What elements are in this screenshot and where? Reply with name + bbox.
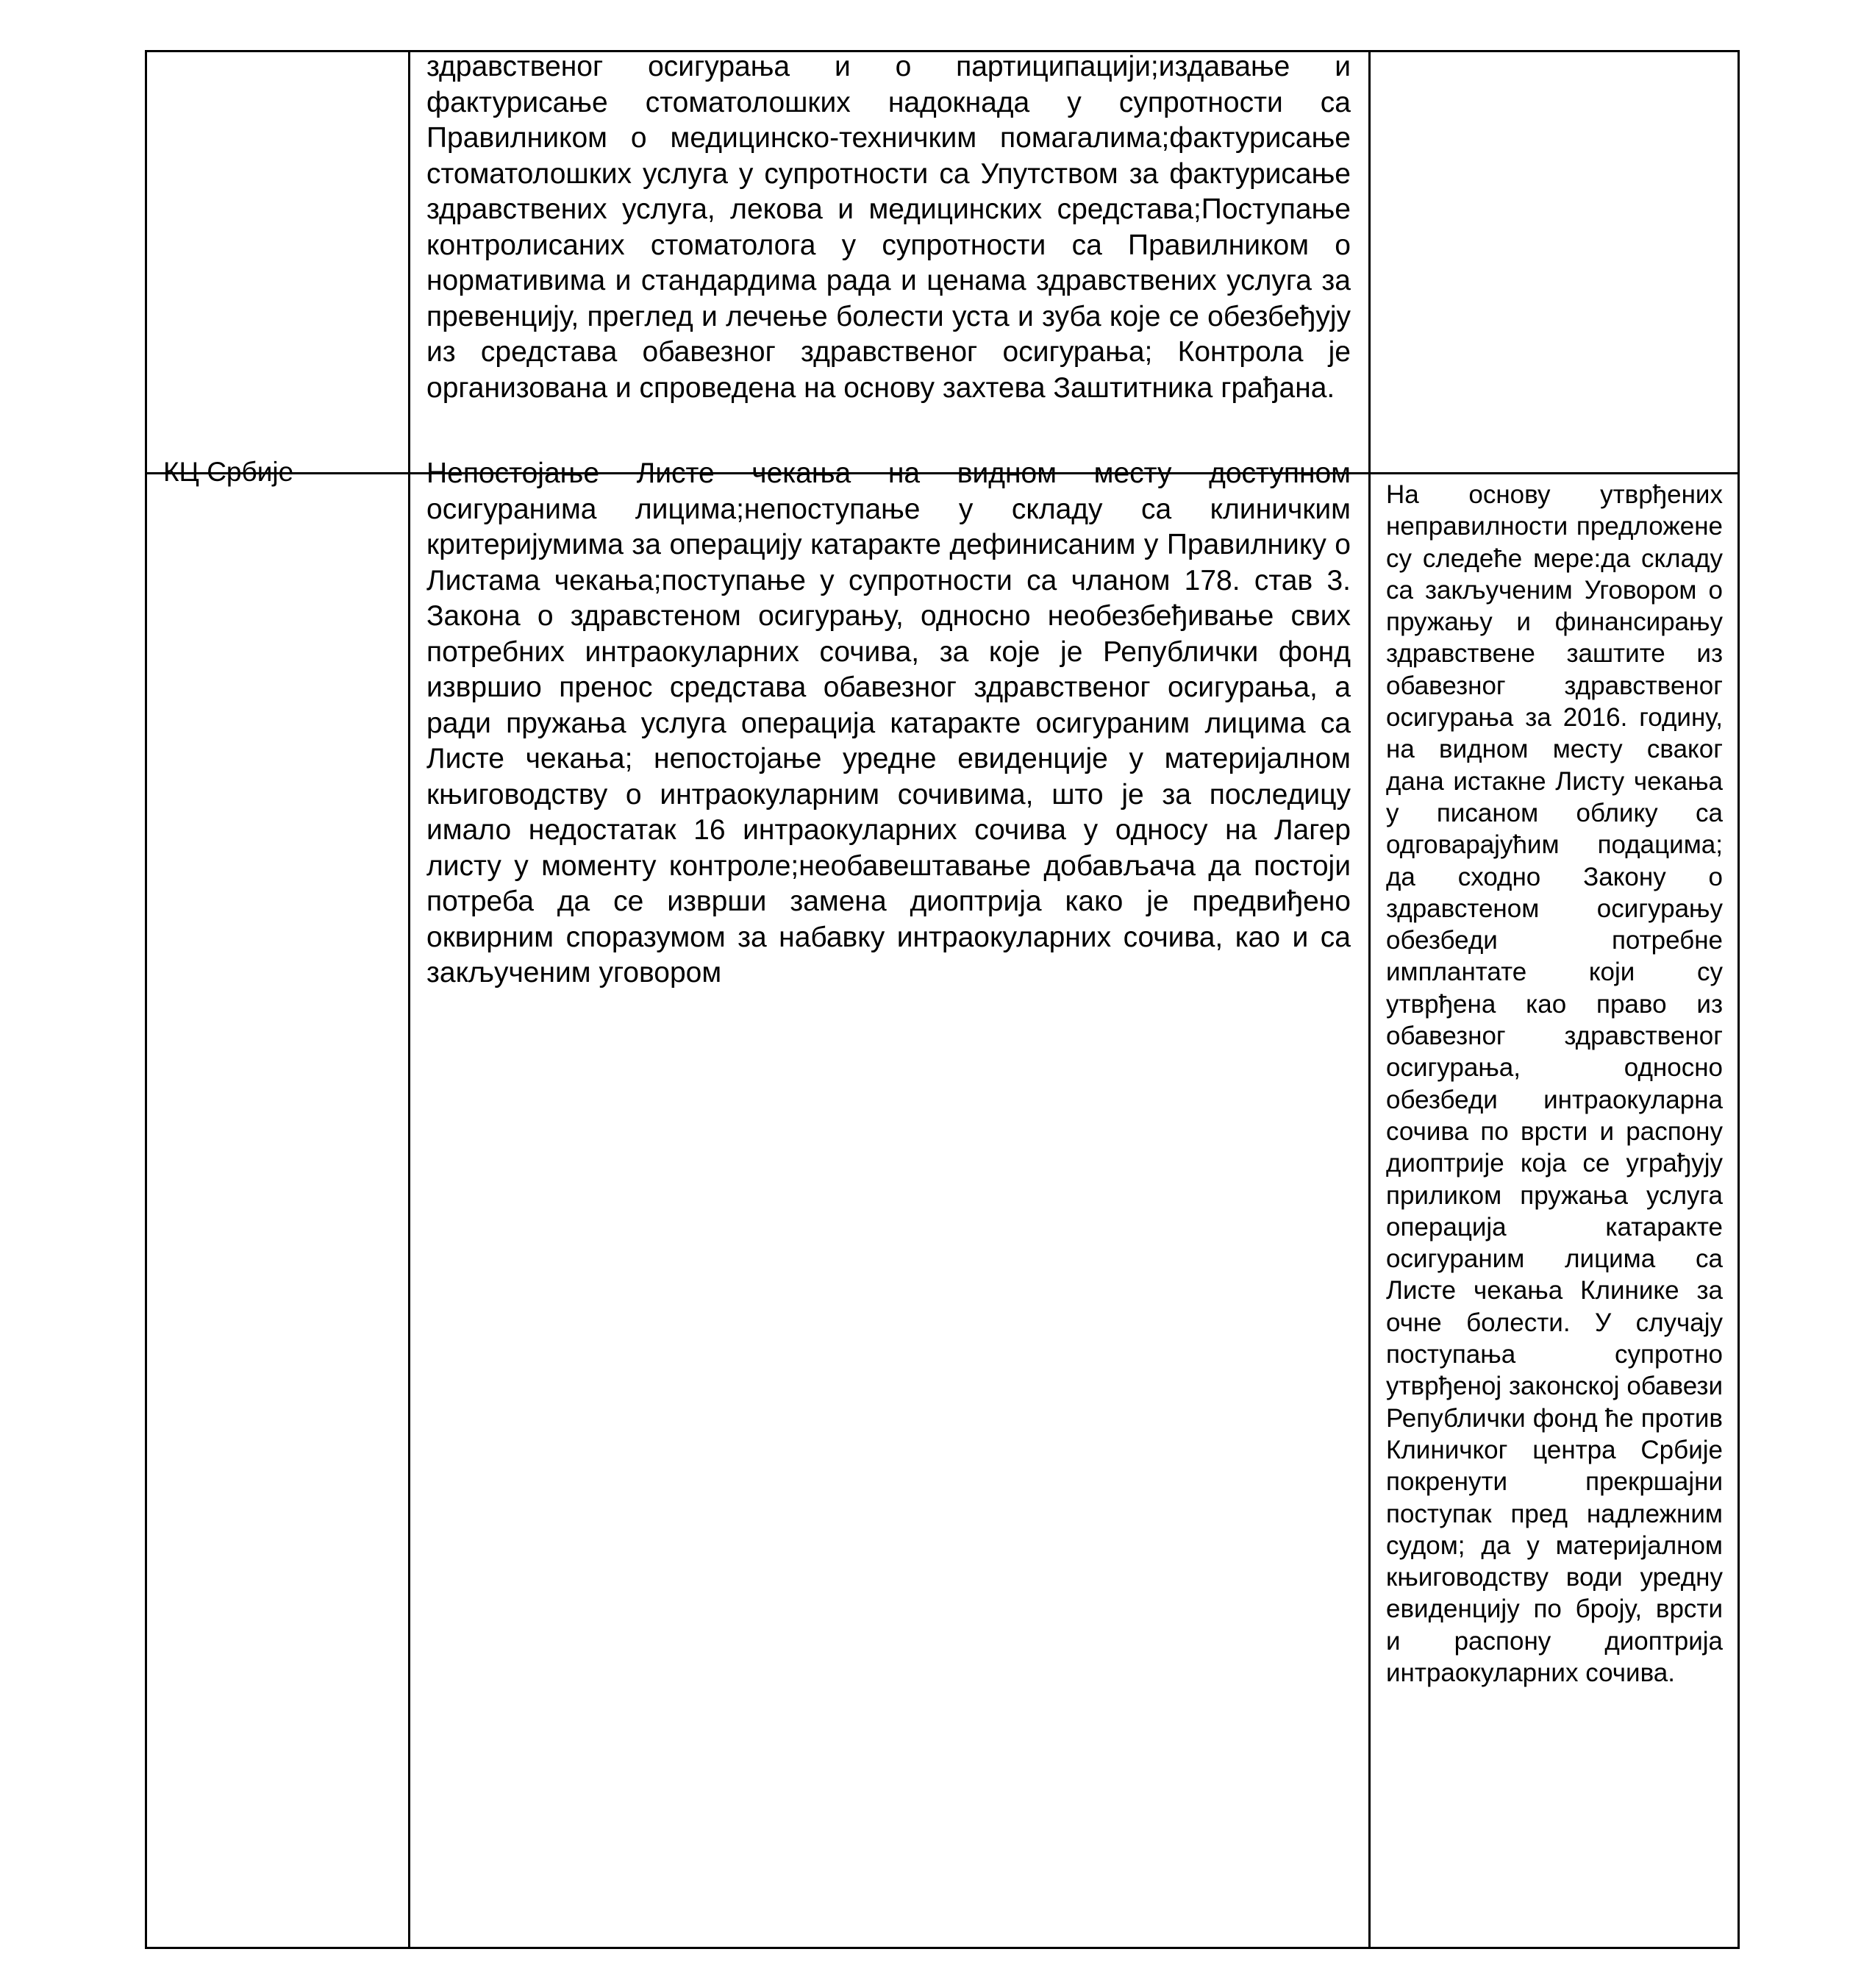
entity-cell [146, 51, 410, 474]
entity-cell [146, 457, 410, 1948]
findings-cell [410, 457, 1370, 1948]
findings-cell [410, 51, 1370, 474]
findings-text: Непостојање Листе чекања на видном месту доступном осигуранима лицима;непоступање у складу са клиничким критеријумима за операцију катаракте дефинисаним у Правилнику о Листама чекања;поступање у супротности са чланом 178. став 3. Закона о здравстеном осигурању, односно необезбеђивање свих потребних интраокуларних сочива, за које је Републички фонд извршио пренос средстава обавезног здравственог осигурања, а ради пружања услуга операција катаракте осигураним лицима са Листе чекања; непостојање уредне евиденције у материјалном књиговодству о интраокуларним сочивима, што је за последицу имало недостатак 16 интраокуларних сочива у односу на Лагер листу у моменту контроле;необавештавање добављача да постоји потреба да се изврши замена диоптрија како је предвиђено оквирним споразумом за набавку интраокуларних сочива, као и са закљученим уговором [426, 457, 1351, 988]
findings-text: здравственог осигурања и о партиципацији;издавање и фактурисање стоматолошких надокнада у супротности са Правилником о медицинско-техничким помагалима;фактурисање стоматолошких услуга у супротности са Упутством за фактурисање здравствених услуга, лекова и медицинских средстава;Поступање контролисаних стоматолога у супротности са Правилником о нормативима и стандардима рада и ценама здравствених услуга за превенцију, преглед и лечење болести уста и зуба које се обезбеђују из средстава обавезног здравственог осигурања; Контрола је организована и спроведена на основу захтева Заштитника грађана. [426, 51, 1351, 404]
measures-cell [1370, 51, 1739, 474]
entity-name: КЦ Србије [163, 457, 294, 487]
table-row [146, 474, 1739, 1948]
measures-text: На основу утврђених неправилности предложене су следеће мере:да складу са закљученим Уговором о пружању и финансирању здравствене заштите из обавезног здравственог осигурања за 2016. годину, на видном месту сваког дана истакне Листу чекања у писаном облику са одговарајућим подацима; да сходно Закону о здравстеном осигурању обезбеди потребне имплантате који су утврђена као право из обавезног здравственог осигурања, односно обезбеди интраокуларна сочива по врсти и распону диоптрије која се уграђују приликом пружања услуга операција катаракте осигураним лицима са Листе чекања Клинике за очне болести. У случају поступања супротно утврђеној законској обавези Републички фонд ће против Клиничког центра Србије покренути прекршајни поступак пред надлежним судом; да у материјалном књиговодству води уредну евиденцију по броју, врсти и распону диоптрија интраокуларних сочива. [1386, 480, 1723, 1687]
table-row [146, 51, 1739, 474]
measures-cell [1370, 474, 1739, 1948]
measures-text [1371, 52, 1738, 57]
findings-table [145, 50, 1740, 1949]
